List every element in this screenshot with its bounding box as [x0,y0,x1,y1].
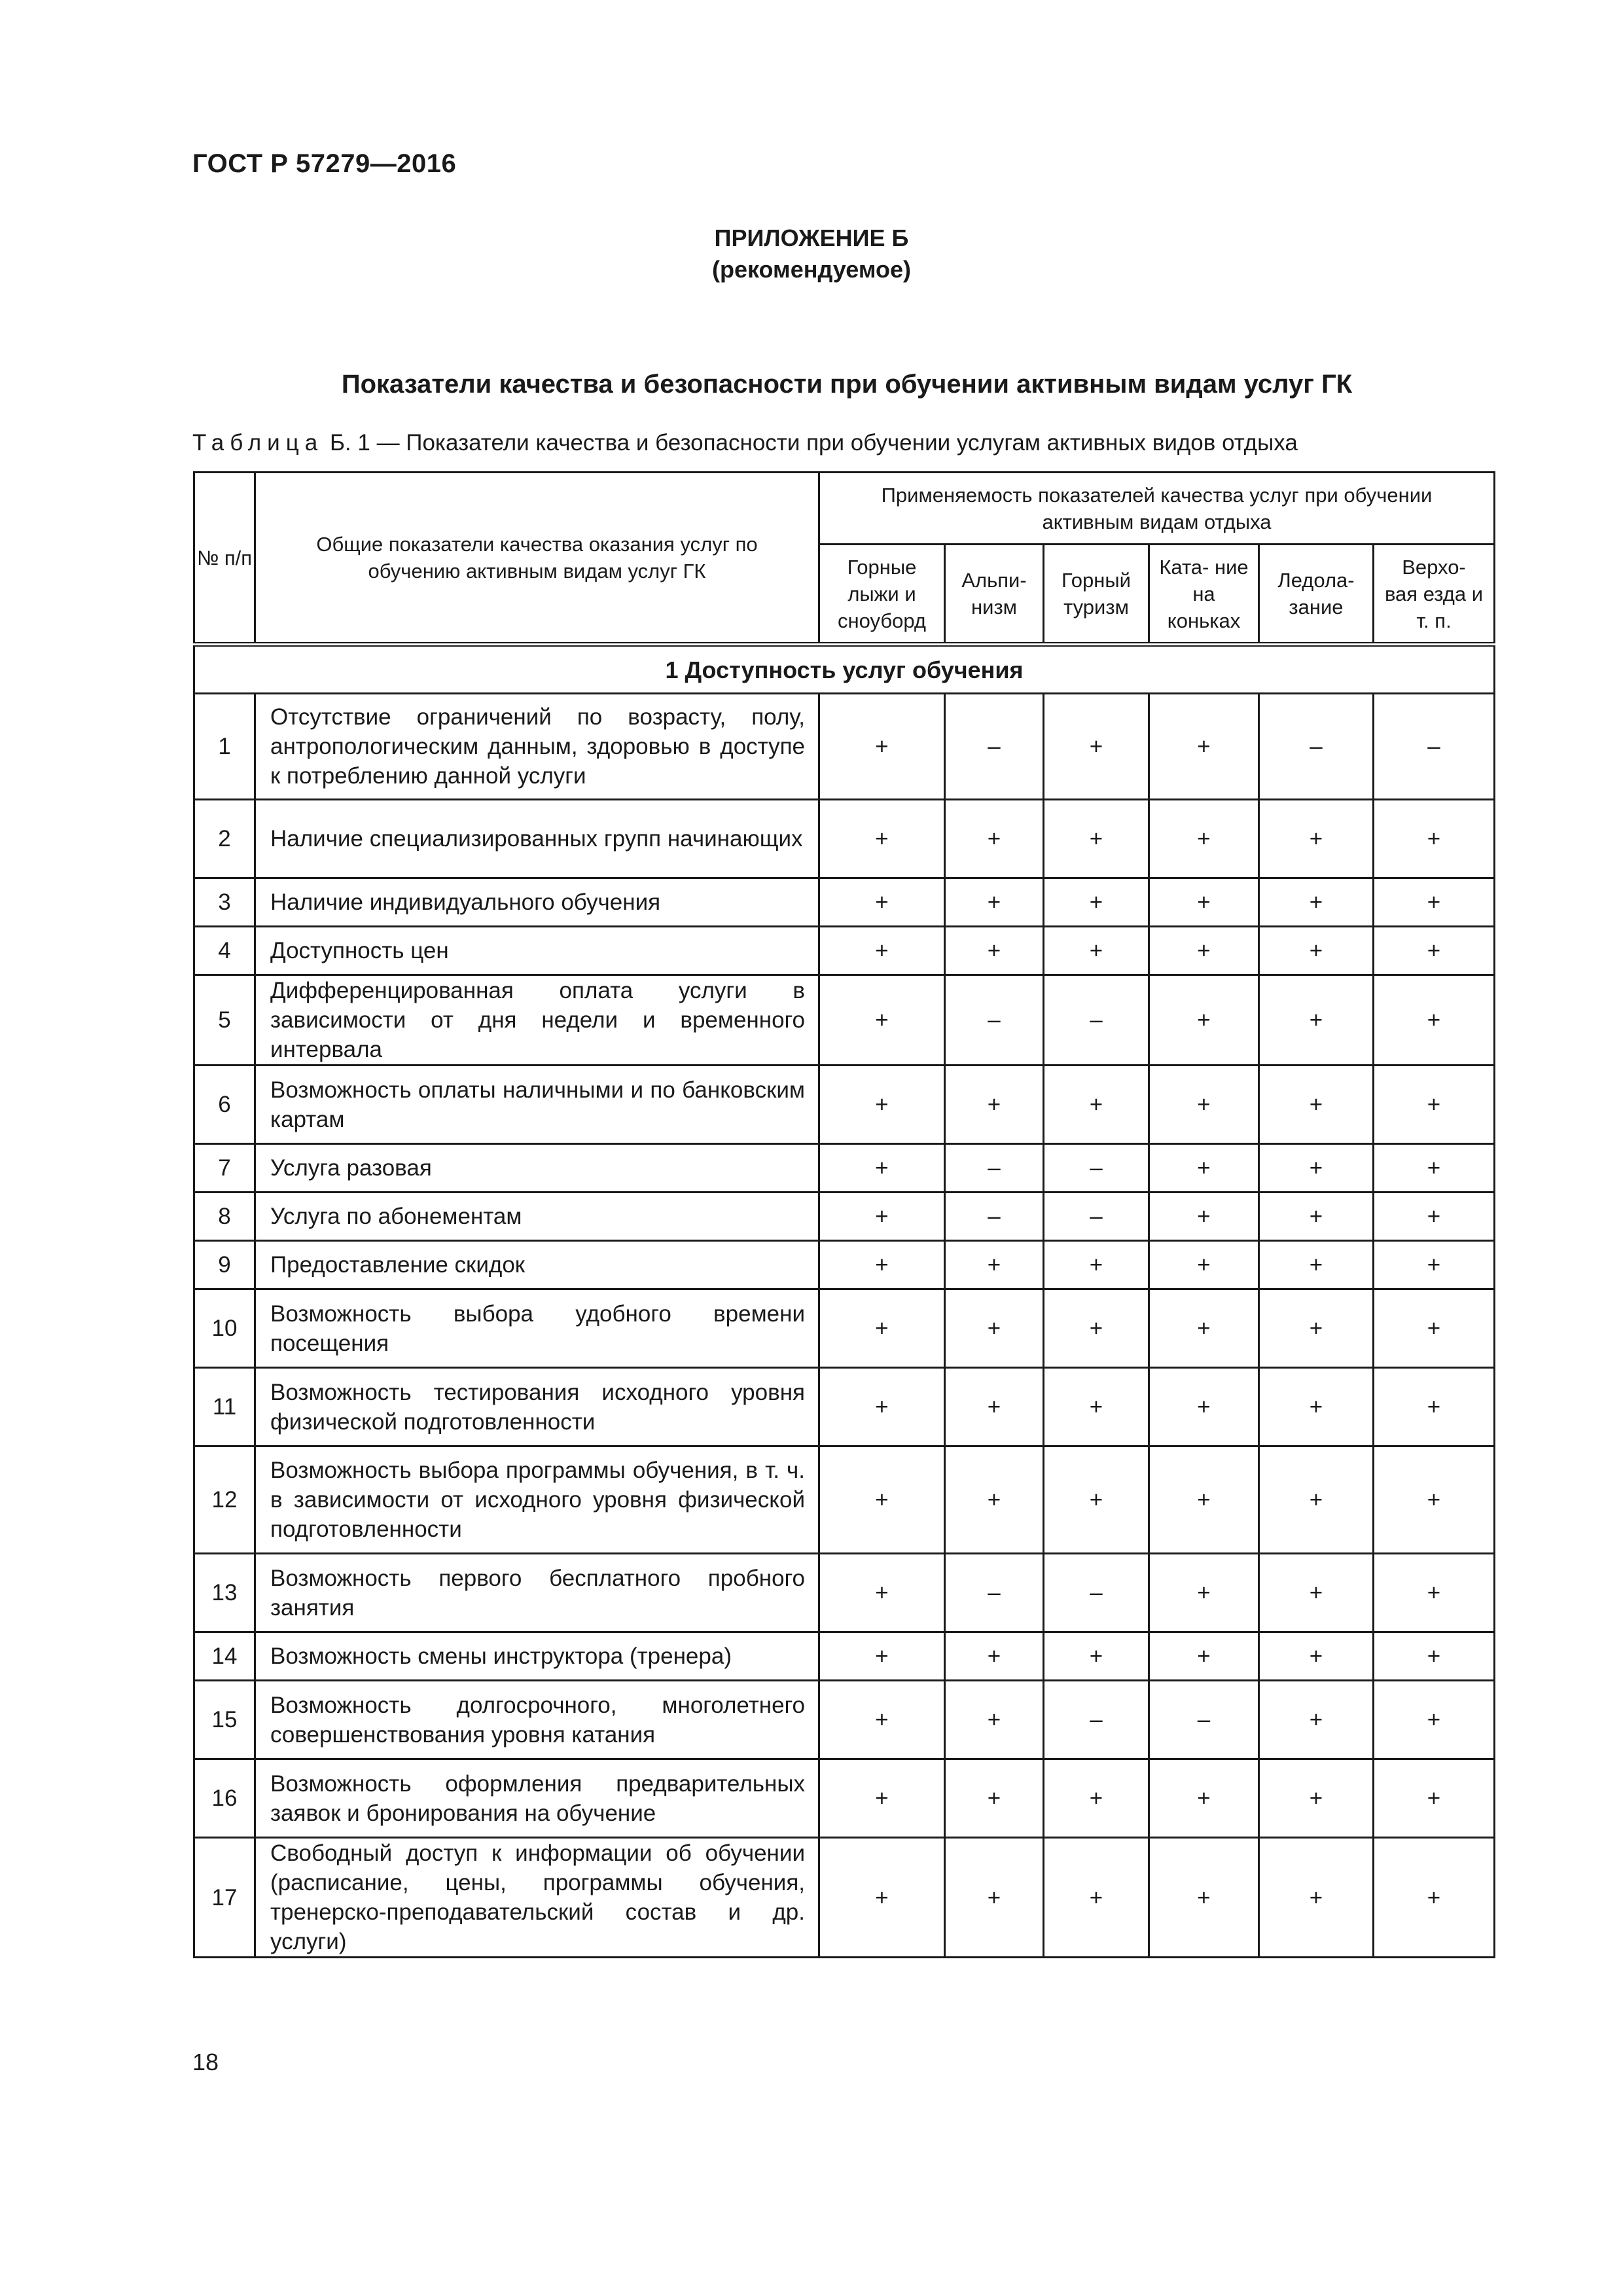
applicability-mark: + [819,1554,945,1632]
table-caption-text: Б. 1 — Показатели качества и безопасности при обучении услугам активных видов отдыха [323,430,1298,456]
column-header-number: № п/п [194,473,255,645]
applicability-mark: + [1259,1554,1374,1632]
applicability-mark: + [1044,694,1149,800]
applicability-mark: + [1374,975,1495,1066]
applicability-mark: + [819,1759,945,1838]
applicability-mark: + [1374,1554,1495,1632]
applicability-mark: + [1374,1632,1495,1681]
applicability-mark: + [1374,927,1495,975]
indicator-text: Отсутствие ограничений по возрасту, полу, антропологическим данным, здоровью в доступе к потреблению данной услуги [255,694,819,800]
applicability-mark: – [945,975,1044,1066]
indicator-text: Наличие индивидуального обучения [255,878,819,927]
row-number: 15 [194,1681,255,1759]
applicability-mark: + [1044,927,1149,975]
activity-header: Ледола- зание [1259,545,1374,645]
activity-header: Горный туризм [1044,545,1149,645]
applicability-mark: + [1044,1066,1149,1144]
applicability-mark: + [819,1289,945,1368]
table-row [194,1838,1495,1958]
main-title: Показатели качества и безопасности при обучении активным видам услуг ГК [341,370,1353,399]
applicability-mark: + [1149,1759,1259,1838]
applicability-mark: + [819,1241,945,1289]
applicability-mark: + [1044,800,1149,878]
applicability-mark: + [819,1632,945,1681]
applicability-mark: + [1044,878,1149,927]
table-row [194,975,1495,1066]
applicability-mark: + [1259,1368,1374,1446]
applicability-mark: + [1149,800,1259,878]
indicator-text: Услуга разовая [255,1144,819,1193]
applicability-mark: + [945,1289,1044,1368]
activity-header: Альпи- низм [945,545,1044,645]
row-number: 3 [194,878,255,927]
row-number: 8 [194,1193,255,1241]
table-row [194,927,1495,975]
applicability-mark: + [1374,1681,1495,1759]
applicability-mark: + [819,1066,945,1144]
applicability-mark: – [945,1144,1044,1193]
table-row [194,878,1495,927]
applicability-mark: + [1374,1446,1495,1554]
row-number: 11 [194,1368,255,1446]
row-number: 4 [194,927,255,975]
row-number: 6 [194,1066,255,1144]
row-number: 17 [194,1838,255,1958]
indicator-text: Свободный доступ к информации об обучении (расписание, цены, программы обучения, тренерско-преподавательский состав и др. услуги) [255,1838,819,1958]
table-row [194,1632,1495,1681]
applicability-mark: + [1374,1144,1495,1193]
applicability-mark: + [819,1838,945,1958]
applicability-mark: + [1259,927,1374,975]
applicability-mark: + [1149,1632,1259,1681]
applicability-mark: + [1374,1066,1495,1144]
applicability-mark: + [819,1446,945,1554]
column-header-applicability: Применяемость показателей качества услуг при обучении активным видам отдыха [819,473,1495,545]
applicability-mark: + [1044,1241,1149,1289]
page-number: 18 [192,2049,219,2075]
indicator-text: Наличие специализированных групп начинающих [255,800,819,878]
table-caption-label: Таблица [192,430,324,456]
applicability-mark: + [1374,1289,1495,1368]
applicability-mark: + [1149,1289,1259,1368]
document-code: ГОСТ Р 57279—2016 [192,149,457,178]
section-row [194,645,1495,694]
applicability-mark: + [1149,1193,1259,1241]
row-number: 7 [194,1144,255,1193]
table-row [194,800,1495,878]
appendix-heading [0,223,1623,285]
applicability-mark: – [1044,1681,1149,1759]
applicability-mark: + [1259,1193,1374,1241]
activity-header: Горные лыжи и сноуборд [819,545,945,645]
applicability-mark: + [819,694,945,800]
applicability-mark: + [1044,1289,1149,1368]
row-number: 10 [194,1289,255,1368]
applicability-mark: + [1149,1066,1259,1144]
applicability-mark: + [1149,1838,1259,1958]
applicability-mark: + [819,1193,945,1241]
applicability-mark: + [1259,975,1374,1066]
applicability-mark: – [1044,1554,1149,1632]
appendix-title: ПРИЛОЖЕНИЕ Б [714,224,909,251]
applicability-mark: + [819,1144,945,1193]
indicator-text: Возможность долгосрочного, многолетнего совершенствования уровня катания [255,1681,819,1759]
applicability-mark: + [1044,1368,1149,1446]
appendix-note: (рекомендуемое) [712,256,911,283]
applicability-mark: + [1044,1446,1149,1554]
applicability-mark: + [945,1241,1044,1289]
applicability-mark: – [1149,1681,1259,1759]
table-row [194,1241,1495,1289]
indicator-text: Возможность оформления предварительных заявок и бронирования на обучение [255,1759,819,1838]
row-number: 2 [194,800,255,878]
applicability-mark: + [1149,878,1259,927]
applicability-mark: + [1259,1446,1374,1554]
applicability-mark: + [1259,1759,1374,1838]
table-row [194,1289,1495,1368]
row-number: 5 [194,975,255,1066]
applicability-mark: + [1259,1632,1374,1681]
applicability-mark: + [819,878,945,927]
indicator-text: Возможность выбора удобного времени посещения [255,1289,819,1368]
table-row [194,1066,1495,1144]
row-number: 1 [194,694,255,800]
applicability-mark: – [945,1554,1044,1632]
applicability-mark: – [1044,1144,1149,1193]
activity-header: Верхо- вая езда и т. п. [1374,545,1495,645]
applicability-mark: + [1374,1838,1495,1958]
table-row [194,1759,1495,1838]
applicability-mark: + [945,927,1044,975]
applicability-mark: + [1149,927,1259,975]
applicability-mark: – [1044,975,1149,1066]
row-number: 9 [194,1241,255,1289]
applicability-mark: + [945,800,1044,878]
applicability-mark: + [1259,1066,1374,1144]
section-title: 1 Доступность услуг обучения [194,645,1495,694]
table-row [194,694,1495,800]
table-body [194,645,1495,1958]
applicability-mark: + [1259,1681,1374,1759]
row-number: 16 [194,1759,255,1838]
indicator-text: Услуга по абонементам [255,1193,819,1241]
indicator-text: Предоставление скидок [255,1241,819,1289]
applicability-mark: + [1259,1241,1374,1289]
applicability-mark: + [1374,1368,1495,1446]
column-header-indicator: Общие показатели качества оказания услуг по обучению активным видам услуг ГК [255,473,819,645]
applicability-mark: + [1149,975,1259,1066]
applicability-mark: – [1044,1193,1149,1241]
header-row-group [194,473,1495,545]
applicability-mark: + [1374,1193,1495,1241]
applicability-mark: + [819,927,945,975]
applicability-mark: + [1259,1144,1374,1193]
applicability-mark: + [1259,800,1374,878]
applicability-mark: + [1044,1759,1149,1838]
applicability-mark: + [1259,878,1374,927]
applicability-mark: + [945,1681,1044,1759]
indicator-text: Возможность первого бесплатного пробного занятия [255,1554,819,1632]
table-row [194,1554,1495,1632]
table-row [194,1681,1495,1759]
table-row [194,1368,1495,1446]
applicability-mark: + [945,1838,1044,1958]
applicability-mark: + [1374,800,1495,878]
applicability-mark: + [819,1368,945,1446]
table-row [194,1144,1495,1193]
applicability-mark: + [945,878,1044,927]
indicator-text: Доступность цен [255,927,819,975]
applicability-mark: + [1149,1241,1259,1289]
applicability-mark: + [819,975,945,1066]
applicability-mark: + [945,1759,1044,1838]
row-number: 13 [194,1554,255,1632]
applicability-mark: + [1259,1838,1374,1958]
indicator-text: Дифференцированная оплата услуги в зависимости от дня недели и временного интервала [255,975,819,1066]
applicability-mark: + [1149,1446,1259,1554]
table-row [194,1446,1495,1554]
row-number: 14 [194,1632,255,1681]
applicability-mark: + [1149,1144,1259,1193]
applicability-mark: + [819,800,945,878]
activity-header: Ката- ние на коньках [1149,545,1259,645]
applicability-mark: + [819,1681,945,1759]
applicability-mark: – [1374,694,1495,800]
applicability-mark: + [1374,1241,1495,1289]
table-caption [192,430,1298,456]
table-row [194,1193,1495,1241]
applicability-mark: – [945,694,1044,800]
applicability-mark: – [945,1193,1044,1241]
applicability-mark: + [945,1632,1044,1681]
indicator-text: Возможность тестирования исходного уровня физической подготовленности [255,1368,819,1446]
quality-indicators-table [193,471,1495,1958]
applicability-mark: + [1374,878,1495,927]
indicator-text: Возможность выбора программы обучения, в т. ч. в зависимости от исходного уровня физической подготовленности [255,1446,819,1554]
indicator-text: Возможность смены инструктора (тренера) [255,1632,819,1681]
applicability-mark: + [1259,1289,1374,1368]
applicability-mark: + [1149,694,1259,800]
applicability-mark: + [945,1446,1044,1554]
applicability-mark: + [1149,1368,1259,1446]
applicability-mark: – [1259,694,1374,800]
indicator-text: Возможность оплаты наличными и по банковским картам [255,1066,819,1144]
applicability-mark: + [945,1368,1044,1446]
applicability-mark: + [1374,1759,1495,1838]
applicability-mark: + [1044,1838,1149,1958]
applicability-mark: + [1044,1632,1149,1681]
row-number: 12 [194,1446,255,1554]
applicability-mark: + [945,1066,1044,1144]
applicability-mark: + [1149,1554,1259,1632]
